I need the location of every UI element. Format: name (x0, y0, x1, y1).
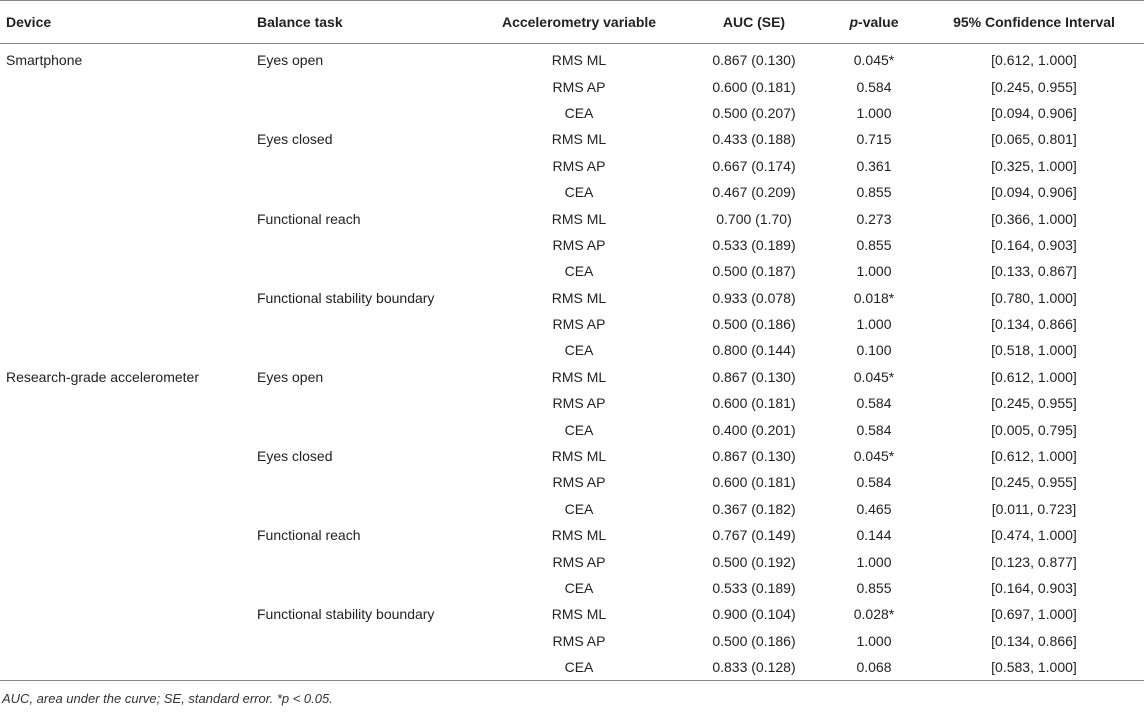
cell-accelerometry-variable: CEA (564, 104, 594, 121)
header-auc-se: AUC (SE) (684, 1, 824, 44)
cell-auc-se: 0.533 (0.189) (712, 236, 796, 253)
cell-confidence-interval: [0.612, 1.000] (991, 368, 1077, 385)
cell-accelerometry-variable: RMS ML (551, 289, 607, 306)
cell-accelerometry-variable: RMS ML (551, 210, 607, 227)
table-row (0, 126, 1144, 152)
cell-balance-task (251, 654, 474, 681)
cell-device (0, 548, 251, 574)
cell-balance-task (251, 73, 474, 99)
cell-device (0, 575, 251, 601)
cell-auc-se: 0.600 (0.181) (712, 395, 796, 412)
cell-balance-task (251, 469, 474, 495)
cell-confidence-interval: [0.123, 0.877] (991, 553, 1077, 570)
cell-p-value: 0.584 (856, 395, 892, 412)
header-row (0, 1, 1144, 44)
cell-balance-task (251, 548, 474, 574)
header-p-value (824, 1, 924, 44)
cell-device: Research-grade accelerometer (6, 368, 199, 385)
cell-p-value: 0.361 (856, 157, 892, 174)
table-row (0, 390, 1144, 416)
cell-p-value: 0.045* (853, 448, 895, 465)
cell-balance-task (251, 628, 474, 654)
cell-auc-se: 0.500 (0.207) (712, 104, 796, 121)
cell-accelerometry-variable: CEA (564, 184, 594, 201)
cell-p-value: 0.855 (856, 236, 892, 253)
cell-balance-task: Functional stability boundary (257, 606, 435, 623)
cell-balance-task: Eyes closed (257, 131, 333, 148)
cell-auc-se: 0.500 (0.186) (712, 632, 796, 649)
cell-auc-se: 0.500 (0.186) (712, 316, 796, 333)
cell-accelerometry-variable: RMS AP (552, 474, 606, 491)
cell-confidence-interval: [0.245, 0.955] (991, 395, 1077, 412)
cell-device (0, 285, 251, 311)
cell-auc-se: 0.933 (0.078) (712, 289, 796, 306)
cell-balance-task: Functional reach (257, 527, 361, 544)
table-row (0, 416, 1144, 442)
cell-p-value: 0.045* (853, 52, 895, 69)
cell-confidence-interval: [0.612, 1.000] (991, 448, 1077, 465)
cell-accelerometry-variable: RMS AP (552, 78, 606, 95)
cell-device (0, 258, 251, 284)
cell-auc-se: 0.600 (0.181) (712, 78, 796, 95)
cell-confidence-interval: [0.011, 0.723] (991, 500, 1077, 517)
cell-balance-task (251, 258, 474, 284)
cell-confidence-interval: [0.005, 0.795] (991, 421, 1077, 438)
table-row (0, 337, 1144, 363)
table-row (0, 364, 1144, 390)
table-row (0, 311, 1144, 337)
cell-p-value: 1.000 (856, 632, 892, 649)
cell-device (0, 390, 251, 416)
table-row (0, 258, 1144, 284)
cell-auc-se: 0.767 (0.149) (712, 527, 796, 544)
cell-confidence-interval: [0.612, 1.000] (991, 52, 1077, 69)
cell-p-value: 1.000 (856, 263, 892, 280)
cell-confidence-interval: [0.366, 1.000] (991, 210, 1077, 227)
cell-accelerometry-variable: CEA (564, 421, 594, 438)
table-row (0, 654, 1144, 681)
cell-accelerometry-variable: RMS AP (552, 316, 606, 333)
header-p-suffix: -value (858, 14, 899, 30)
cell-auc-se: 0.500 (0.192) (712, 553, 796, 570)
cell-balance-task (251, 390, 474, 416)
cell-accelerometry-variable: RMS AP (552, 632, 606, 649)
cell-confidence-interval: [0.065, 0.801] (991, 131, 1077, 148)
cell-p-value: 0.045* (853, 368, 895, 385)
cell-accelerometry-variable: RMS AP (552, 157, 606, 174)
cell-device (0, 126, 251, 152)
cell-balance-task (251, 416, 474, 442)
table-row (0, 628, 1144, 654)
cell-confidence-interval: [0.518, 1.000] (991, 342, 1077, 359)
cell-balance-task: Eyes open (257, 52, 324, 69)
cell-balance-task (251, 100, 474, 126)
cell-auc-se: 0.900 (0.104) (712, 606, 796, 623)
cell-auc-se: 0.800 (0.144) (712, 342, 796, 359)
cell-confidence-interval: [0.245, 0.955] (991, 78, 1077, 95)
header-p-italic: p (849, 14, 859, 30)
cell-device (0, 232, 251, 258)
cell-auc-se: 0.667 (0.174) (712, 157, 796, 174)
cell-p-value: 0.584 (856, 421, 892, 438)
header-balance-task: Balance task (251, 1, 474, 44)
cell-device (0, 73, 251, 99)
cell-p-value: 0.100 (856, 342, 892, 359)
cell-accelerometry-variable: RMS ML (551, 606, 607, 623)
cell-accelerometry-variable: CEA (564, 263, 594, 280)
table-row (0, 232, 1144, 258)
table-header (0, 1, 1144, 44)
table-row (0, 73, 1144, 99)
cell-confidence-interval: [0.134, 0.866] (991, 632, 1077, 649)
table-row (0, 205, 1144, 231)
cell-device (0, 153, 251, 179)
cell-confidence-interval: [0.164, 0.903] (991, 580, 1077, 596)
cell-confidence-interval: [0.134, 0.866] (991, 316, 1077, 333)
cell-accelerometry-variable: CEA (564, 342, 594, 359)
cell-accelerometry-variable: CEA (474, 654, 684, 681)
cell-device (0, 628, 251, 654)
cell-balance-task: Functional stability boundary (257, 289, 435, 306)
cell-device (0, 205, 251, 231)
cell-confidence-interval: [0.164, 0.903] (991, 236, 1077, 253)
cell-device (0, 311, 251, 337)
table-row (0, 548, 1144, 574)
cell-device (0, 416, 251, 442)
table-row (0, 601, 1144, 627)
cell-p-value: 1.000 (856, 553, 892, 570)
cell-device (0, 601, 251, 627)
cell-p-value: 0.068 (824, 654, 924, 681)
cell-device (0, 469, 251, 495)
cell-device (0, 496, 251, 522)
cell-auc-se: 0.533 (0.189) (712, 580, 796, 596)
cell-device (0, 443, 251, 469)
cell-p-value: 0.018* (853, 289, 895, 306)
cell-p-value: 1.000 (856, 316, 892, 333)
table-row (0, 179, 1144, 205)
cell-device (0, 654, 251, 681)
cell-device (0, 337, 251, 363)
cell-p-value: 0.584 (856, 474, 892, 491)
cell-accelerometry-variable: RMS ML (551, 368, 607, 385)
cell-auc-se: 0.833 (0.128) (684, 654, 824, 681)
cell-accelerometry-variable: RMS AP (552, 236, 606, 253)
cell-balance-task (251, 179, 474, 205)
cell-accelerometry-variable: RMS ML (551, 448, 607, 465)
cell-auc-se: 0.500 (0.187) (712, 263, 796, 280)
cell-p-value: 1.000 (856, 104, 892, 121)
cell-auc-se: 0.700 (1.70) (716, 210, 792, 227)
cell-confidence-interval: [0.094, 0.906] (991, 184, 1077, 201)
cell-confidence-interval: [0.094, 0.906] (991, 104, 1077, 121)
cell-p-value: 0.028* (853, 606, 895, 623)
cell-balance-task: Eyes open (257, 368, 324, 385)
cell-auc-se: 0.467 (0.209) (712, 184, 796, 201)
cell-device: Smartphone (6, 52, 83, 69)
cell-confidence-interval: [0.245, 0.955] (991, 474, 1077, 491)
header-accelerometry-variable: Accelerometry variable (474, 1, 684, 44)
cell-accelerometry-variable: RMS AP (552, 553, 606, 570)
cell-balance-task (251, 337, 474, 363)
cell-confidence-interval: [0.697, 1.000] (991, 606, 1077, 623)
cell-accelerometry-variable: CEA (564, 500, 594, 517)
cell-auc-se: 0.400 (0.201) (712, 421, 796, 438)
cell-device (0, 100, 251, 126)
cell-confidence-interval: [0.583, 1.000] (924, 654, 1144, 681)
cell-p-value: 0.465 (856, 500, 892, 517)
table-footnote: AUC, area under the curve; SE, standard error. *p < 0.05. (2, 691, 333, 707)
table-row (0, 44, 1144, 74)
cell-balance-task (251, 153, 474, 179)
table-body (0, 44, 1144, 681)
cell-accelerometry-variable: RMS ML (551, 52, 607, 69)
cell-auc-se: 0.867 (0.130) (712, 368, 796, 385)
cell-accelerometry-variable: RMS ML (551, 527, 607, 544)
cell-auc-se: 0.600 (0.181) (712, 474, 796, 491)
cell-auc-se: 0.433 (0.188) (712, 131, 796, 148)
cell-balance-task (251, 232, 474, 258)
cell-balance-task (251, 496, 474, 522)
cell-auc-se: 0.367 (0.182) (712, 500, 796, 517)
header-device: Device (0, 1, 251, 44)
cell-confidence-interval: [0.780, 1.000] (991, 289, 1077, 306)
cell-balance-task (251, 311, 474, 337)
cell-accelerometry-variable: RMS AP (552, 395, 606, 412)
cell-confidence-interval: [0.325, 1.000] (991, 157, 1077, 174)
cell-p-value: 0.144 (856, 527, 892, 544)
table-row (0, 285, 1144, 311)
table-row (0, 100, 1144, 126)
table-row (0, 153, 1144, 179)
cell-balance-task: Eyes closed (257, 448, 333, 465)
table-row (0, 443, 1144, 469)
cell-device (0, 179, 251, 205)
cell-p-value: 0.855 (856, 580, 892, 596)
table-row (0, 522, 1144, 548)
cell-confidence-interval: [0.474, 1.000] (991, 527, 1077, 544)
table-row (0, 496, 1144, 522)
cell-device (0, 522, 251, 548)
cell-accelerometry-variable: RMS ML (551, 131, 607, 148)
cell-auc-se: 0.867 (0.130) (712, 52, 796, 69)
cell-balance-task (251, 575, 474, 601)
header-confidence-interval: 95% Confidence Interval (924, 1, 1144, 44)
cell-balance-task: Functional reach (257, 210, 361, 227)
cell-p-value: 0.855 (856, 184, 892, 201)
cell-p-value: 0.584 (856, 78, 892, 95)
cell-confidence-interval: [0.133, 0.867] (991, 263, 1077, 280)
cell-auc-se: 0.867 (0.130) (712, 448, 796, 465)
cell-p-value: 0.715 (856, 131, 892, 148)
cell-p-value: 0.273 (856, 210, 892, 227)
table-row (0, 575, 1144, 601)
cell-accelerometry-variable: CEA (564, 580, 594, 596)
table-row (0, 469, 1144, 495)
